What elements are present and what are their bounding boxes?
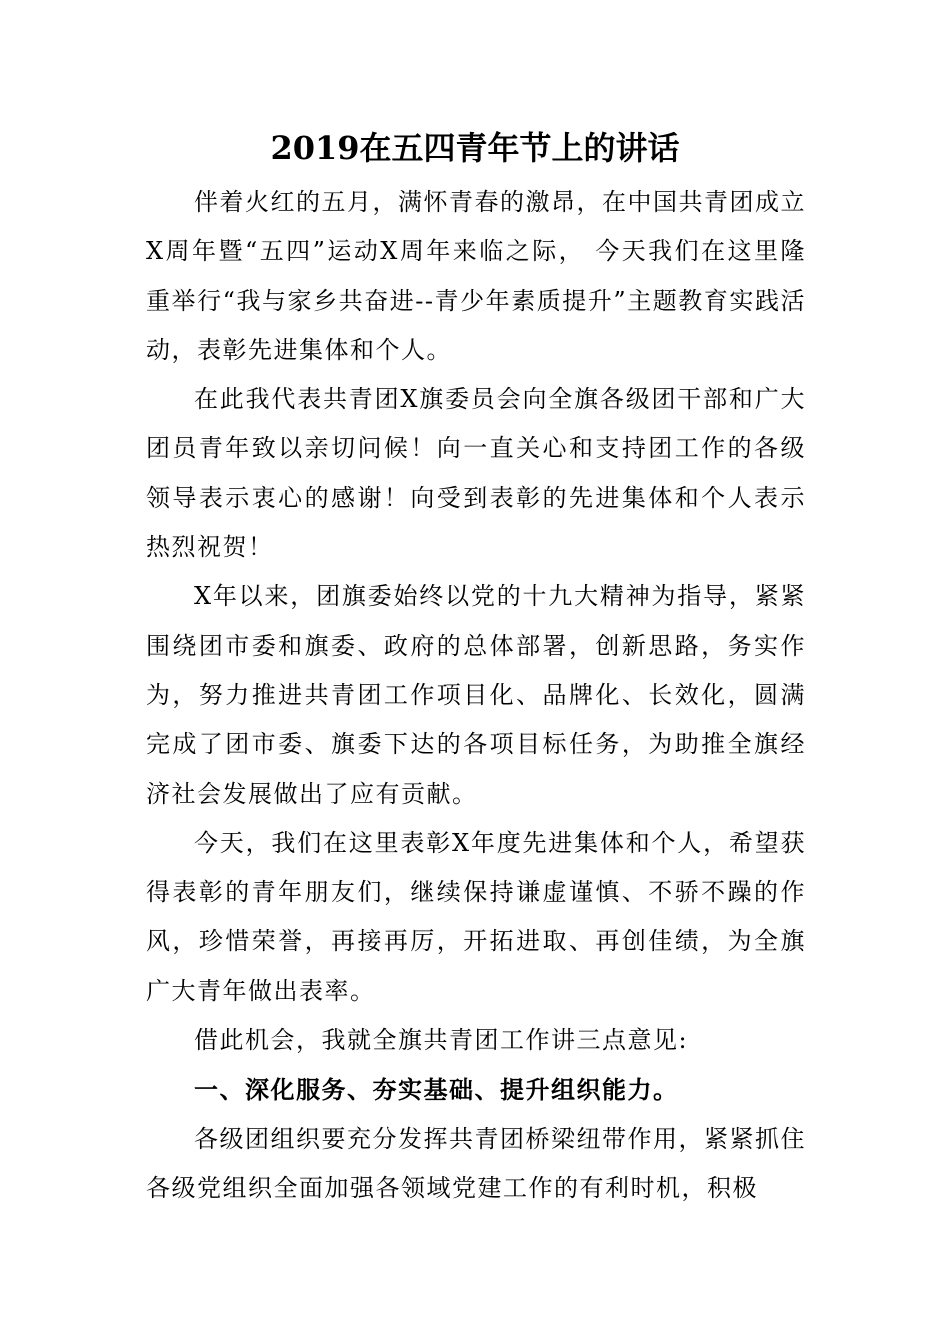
paragraph-section-1: 各级团组织要充分发挥共青团桥梁纽带作用，紧紧抓住各级党组织全面加强各领域党建工作的有利时机，积极 [146,1124,806,1202]
paragraph-achievements: X年以来，团旗委始终以党的十九大精神为指导，紧紧围绕团市委和旗委、政府的总体部署，创新思路，务实作为，努力推进共青团工作项目化、品牌化、长效化，圆满完成了团市委、旗委下达的各项目标任务，为助推全旗经济社会发展做出了应有贡献。 [146,582,806,808]
document-title: 2019在五四青年节上的讲话 [270,129,680,167]
paragraph-greetings: 在此我代表共青团X旗委员会向全旗各级团干部和广大团员青年致以亲切问候！向一直关心和支持团工作的各级领导表示衷心的感谢！向受到表彰的先进集体和个人表示热烈祝贺！ [146,385,806,562]
paragraph-commendation: 今天，我们在这里表彰X年度先进集体和个人，希望获得表彰的青年朋友们，继续保持谦虚谨慎、不骄不躁的作风，珍惜荣誉，再接再厉，开拓进取、再创佳绩，为全旗广大青年做出表率。 [146,828,806,1005]
paragraph-intro-points: 借此机会，我就全旗共青团工作讲三点意见: [194,1026,689,1055]
section-heading-1: 一、深化服务、夯实基础、提升组织能力。 [194,1075,679,1105]
paragraph-opening: 伴着火红的五月，满怀青春的激昂，在中国共青团成立X周年暨“五四”运动X周年来临之际， 今天我们在这里隆重举行“我与家乡共奋进--青少年素质提升”主题教育实践活动，表彰先进集体和个人。 [146,188,806,364]
document-body [146,178,806,1213]
